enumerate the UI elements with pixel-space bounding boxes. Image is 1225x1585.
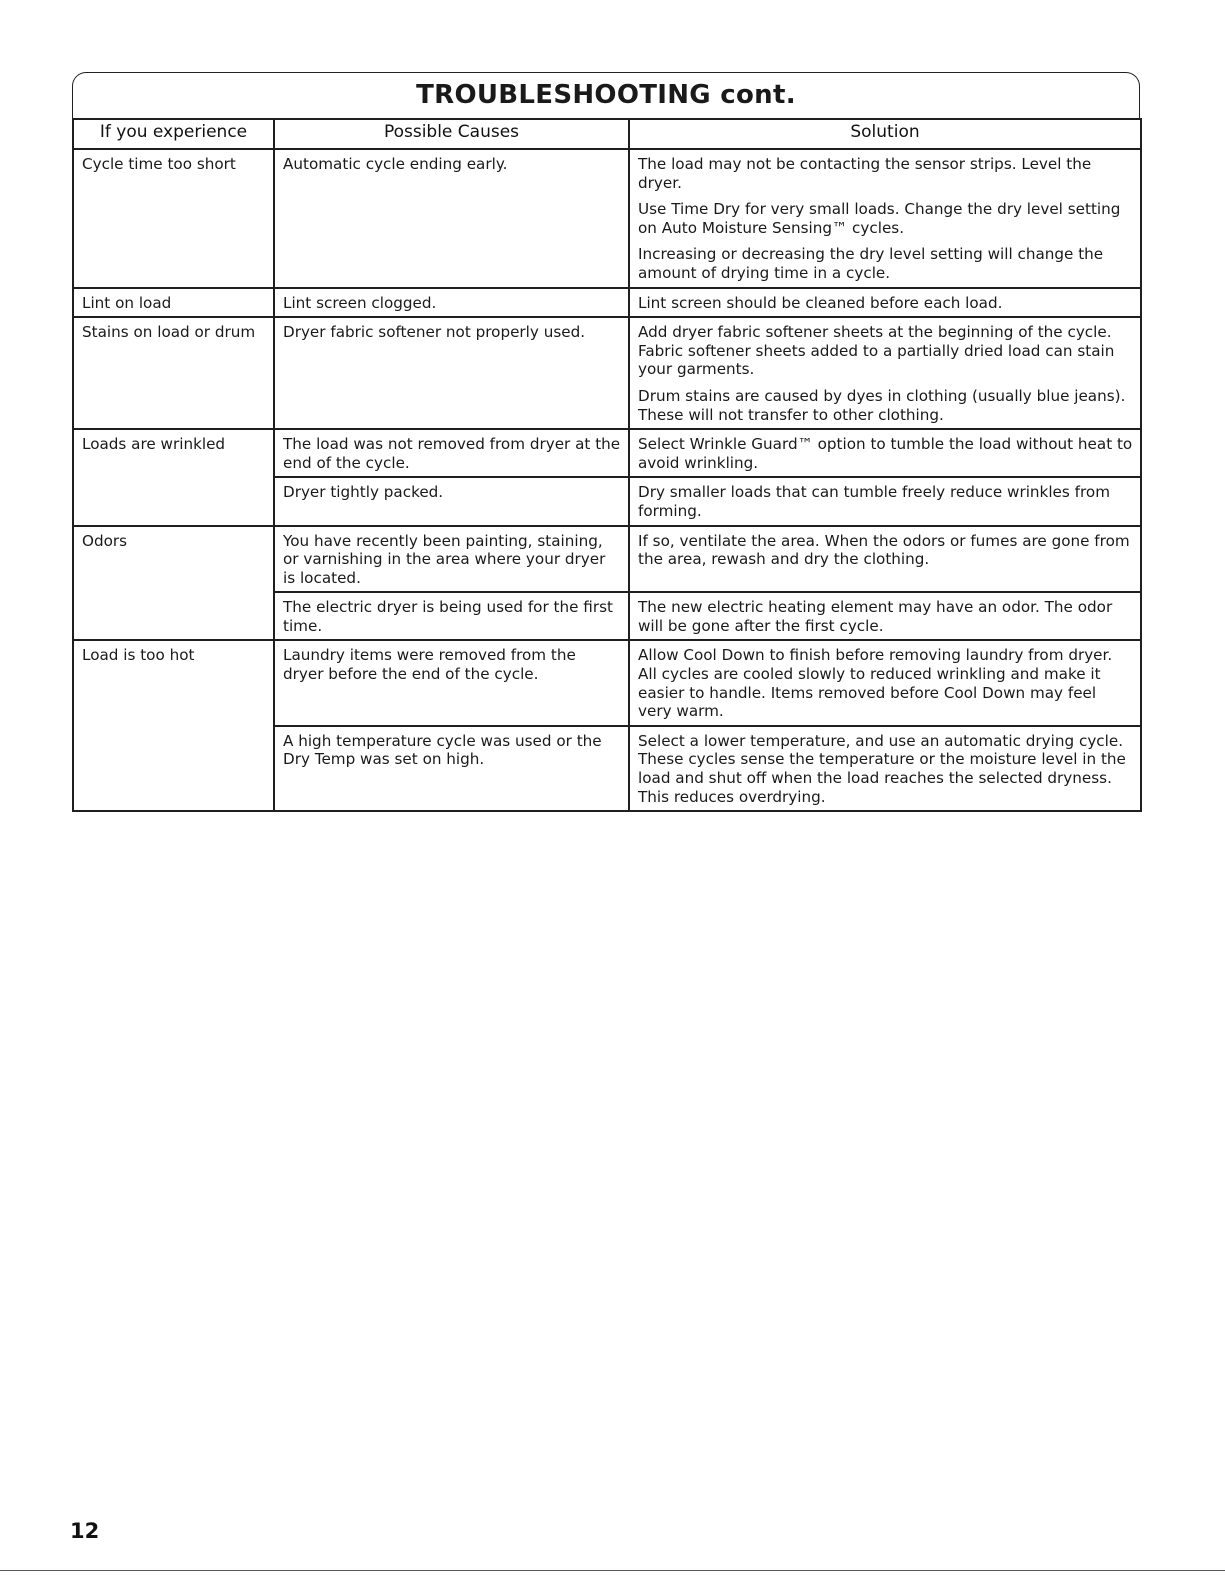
problem-cell: Odors: [73, 526, 274, 641]
solution-cell: [629, 149, 1141, 288]
table-row: [73, 317, 1141, 429]
cause-cell: The load was not removed from dryer at the end of the cycle.: [274, 429, 629, 477]
cause-cell: Dryer tightly packed.: [274, 477, 629, 525]
cause-cell: Automatic cycle ending early.: [274, 149, 629, 288]
solution-paragraph: Select a lower temperature, and use an automatic drying cycle. These cycles sense the temperature or the moisture level in the load and shut off when the load reaches the selected dryness. This reduces overdrying.: [638, 731, 1126, 806]
table-header-row: [73, 119, 1141, 149]
page-title: TROUBLESHOOTING cont.: [416, 80, 796, 110]
solution-paragraph: Use Time Dry for very small loads. Change the dry level setting on Auto Moisture Sensing™ cycles.: [638, 200, 1121, 237]
table-row: [73, 640, 1141, 725]
header-if-you-experience: If you experience: [73, 119, 274, 149]
problem-cell: Cycle time too short: [73, 149, 274, 288]
table-row: [73, 288, 1141, 318]
cause-cell: Lint screen clogged.: [274, 288, 629, 318]
cause-cell: Laundry items were removed from the dryer before the end of the cycle.: [274, 640, 629, 725]
cause-cell: The electric dryer is being used for the first time.: [274, 592, 629, 640]
solution-paragraph: Drum stains are caused by dyes in clothing (usually blue jeans). These will not transfer to other clothing.: [638, 386, 1126, 424]
solution-cell: [629, 526, 1141, 593]
cause-cell: You have recently been painting, staining, or varnishing in the area where your dryer is located.: [274, 526, 629, 593]
page-number: 12: [70, 1519, 100, 1543]
solution-cell: [629, 317, 1141, 429]
table-body: [73, 149, 1141, 811]
solution-paragraph: Lint screen should be cleaned before each load.: [638, 293, 1003, 312]
solution-cell: [629, 477, 1141, 525]
solution-paragraph: The new electric heating element may have an odor. The odor will be gone after the first cycle.: [638, 598, 1113, 635]
table-row: [73, 526, 1141, 593]
solution-paragraph: Increasing or decreasing the dry level setting will change the amount of drying time in a cycle.: [638, 245, 1104, 282]
solution-paragraph: The load may not be contacting the sensor strips. Level the dryer.: [638, 155, 1092, 192]
solution-paragraph: Allow Cool Down to finish before removing laundry from dryer. All cycles are cooled slowly to reduced wrinkling and make it easier to handle. Items removed before Cool Down may feel very warm.: [638, 646, 1113, 721]
header-possible-causes: Possible Causes: [274, 119, 629, 149]
solution-cell: [629, 592, 1141, 640]
problem-cell: Loads are wrinkled: [73, 429, 274, 525]
bottom-rule: [0, 1570, 1225, 1571]
solution-cell: [629, 726, 1141, 811]
solution-cell: [629, 429, 1141, 477]
solution-cell: [629, 640, 1141, 725]
header-solution: Solution: [629, 119, 1141, 149]
solution-paragraph: If so, ventilate the area. When the odors or fumes are gone from the area, rewash and dry the clothing.: [638, 531, 1130, 569]
solution-paragraph: Select Wrinkle Guard™ option to tumble the load without heat to avoid wrinkling.: [638, 435, 1133, 472]
table-row: [73, 429, 1141, 477]
problem-cell: Stains on load or drum: [73, 317, 274, 429]
cause-cell: A high temperature cycle was used or the Dry Temp was set on high.: [274, 726, 629, 811]
table-row: [73, 149, 1141, 288]
problem-cell: Load is too hot: [73, 640, 274, 811]
solution-paragraph: Add dryer fabric softener sheets at the beginning of the cycle. Fabric softener sheets added to a partially dried load can stain your garments.: [638, 323, 1115, 379]
cause-cell: Dryer fabric softener not properly used.: [274, 317, 629, 429]
solution-cell: [629, 288, 1141, 318]
problem-cell: Lint on load: [73, 288, 274, 318]
troubleshooting-table: [72, 118, 1142, 812]
solution-paragraph: Dry smaller loads that can tumble freely reduce wrinkles from forming.: [638, 483, 1110, 520]
